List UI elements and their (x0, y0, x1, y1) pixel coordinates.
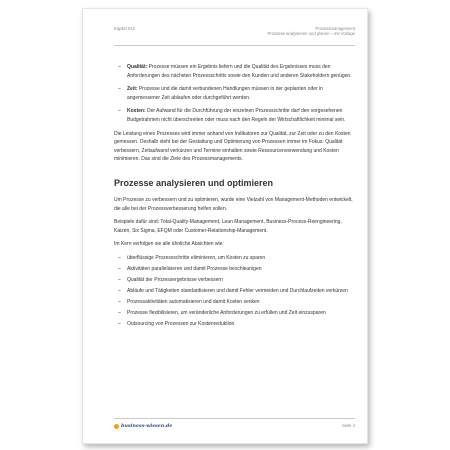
header-subtitle: Prozesse analysieren und planen – mit Vorlage (267, 31, 355, 37)
site-logo[interactable] (114, 423, 172, 429)
paragraph: Im Kern verfolgen sie alle ähnliche Absichten wie: (114, 241, 224, 248)
logo-dot-icon (114, 424, 119, 429)
list-item (127, 63, 355, 80)
bullet-label: Kosten: (127, 108, 146, 115)
list-item: – Abläufe und Tätigkeiten standardisieren und damit Fehler vermeiden und Durchlaufzeiten verkürzen (127, 287, 355, 296)
document-page (82, 8, 368, 444)
methods-list (114, 254, 355, 329)
header-divider (114, 45, 355, 46)
section-heading: Prozesse analysieren und optimieren (114, 177, 274, 188)
chapter-label: Kapitel 012 (114, 26, 135, 31)
list-item: – Prozesse flexibilisieren, um veränderliche Anforderungen zu erfüllen und Zeit einzusparen (127, 309, 355, 318)
footer-divider (114, 418, 355, 419)
list-item (127, 107, 355, 124)
criteria-list (114, 63, 355, 125)
header-title: Prozessmanagement (315, 26, 355, 31)
bullet-label: Qualität: (127, 64, 148, 70)
paragraph: Beispiele dafür sind: Total-Quality-Management, Lean Management, Business-Process-Reengineering, Kaizen, Six Sigma, EFQM oder Customer-Relationship-Management. (114, 219, 342, 234)
bullet-text: Prozesse müssen ein Ergebnis liefern und die Qualität des Ergebnisses muss den Anforderungen des nächsten Prozessschritts sowie den Kunden und anderen Stakeholdern genügen. (127, 64, 352, 79)
page-footer (114, 423, 355, 431)
page-content (114, 63, 355, 332)
paragraph: Die Leistung eines Prozesses wird immer anhand von Indikatoren zur Qualität, zur Zeit oder zu den Kosten gemessen. Deshalb steht bei der Gestaltung und Optimierung von Prozessen immer im Fokus: Qualität verbessern, Zeitaufwand verkürzen und Termine einhalten sowie Ressourcenverwendung und Kosten minimieren. Das sind die Ziele des Prozessmanagements. (114, 130, 351, 163)
header-title-block (267, 26, 355, 36)
list-item: – Aktivitäten parallelisieren und damit Prozesse beschleunigen (127, 265, 355, 274)
list-item: – überflüssige Prozessschritte eliminieren, um Kosten zu sparen (127, 254, 355, 263)
bullet-text: Der Aufwand für die Durchführung der einzelnen Prozessschritte darf den vorgesehenen Budgetrahmen nicht überschreiten oder muss nach den Regeln der Wirtschaftlichkeit minimal sein. (127, 108, 346, 123)
bullet-label: Zeit: (127, 86, 138, 93)
page-number: Seite 4 (341, 423, 355, 428)
bullet-text: Prozesse und die damit verbundenen Handlungen müssen in der geplanten oder in angemessener Zeit ablaufen oder durchgeführt werden. (127, 86, 323, 101)
list-item: – Qualität der Prozessergebnisse verbessern (127, 276, 355, 285)
list-item (127, 85, 355, 102)
list-item: – Prozessaktivitäten automatisieren und damit Kosten senken (127, 298, 355, 307)
logo-text: business-wissen.de (121, 423, 173, 429)
paragraph: Um Prozesse zu verbessern und zu optimieren, wurde eine Vielzahl von Management-Methoden entwickelt, die alle bei der Prozessverbesserung helfen sollen. (114, 196, 353, 212)
list-item: – Outsourcing von Prozessen zur Kostenreduktion (127, 320, 355, 329)
